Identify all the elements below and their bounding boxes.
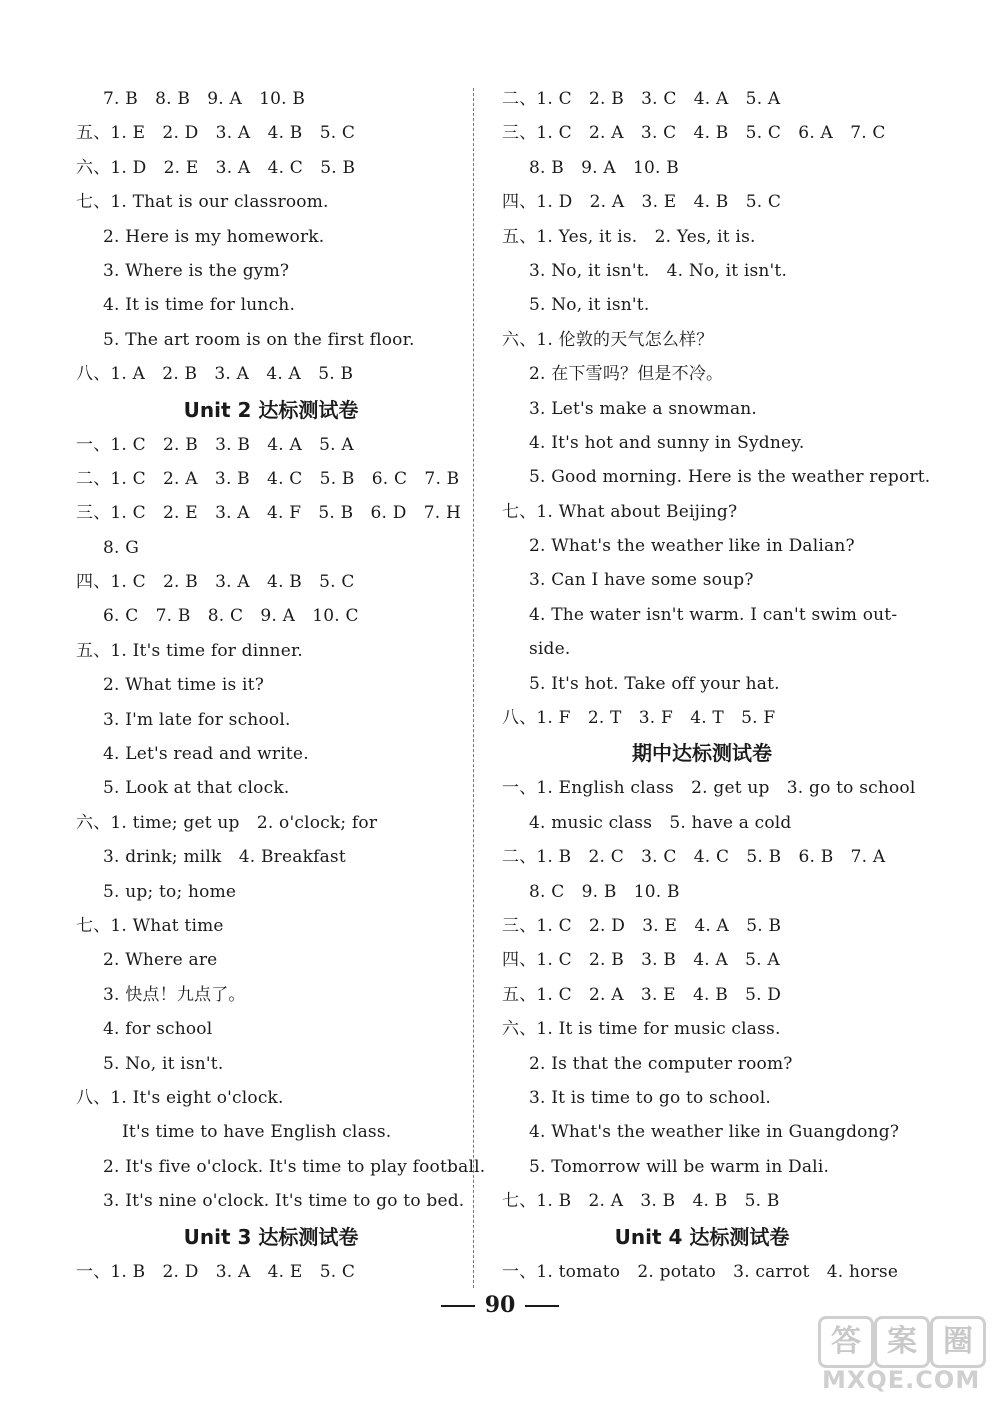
- answer-line: 3. Let's make a snowman.: [529, 398, 758, 419]
- answer-line: 2. It's five o'clock. It's time to play football.: [103, 1156, 486, 1177]
- watermark-char-1: 答: [818, 1316, 874, 1368]
- answer-line: 七、1. B 2. A 3. B 4. B 5. B: [502, 1191, 780, 1212]
- answer-line: 7. B 8. B 9. A 10. B: [103, 89, 306, 109]
- answer-line: 3. 快点！九点了。: [103, 984, 246, 1005]
- answer-line: 5. Look at that clock.: [103, 778, 290, 799]
- page-number-dash-left: [441, 1305, 475, 1307]
- answer-line: 5. The art room is on the first floor.: [103, 329, 415, 350]
- answer-line: 2. Is that the computer room?: [529, 1053, 793, 1074]
- answer-line: 4. It is time for lunch.: [103, 295, 296, 316]
- answer-line: 2. Here is my homework.: [103, 226, 325, 247]
- answer-line: 六、1. D 2. E 3. A 4. C 5. B: [76, 157, 356, 178]
- answer-line: 8. C 9. B 10. B: [529, 881, 680, 902]
- answer-line: 一、1. English class 2. get up 3. go to school: [502, 778, 916, 799]
- answer-line: 一、1. tomato 2. potato 3. carrot 4. horse: [502, 1261, 899, 1282]
- answer-line: 5. No, it isn't.: [529, 295, 650, 316]
- answer-line: 8. G: [103, 537, 140, 558]
- right-column: [502, 82, 931, 1289]
- answer-line: 5. up; to; home: [103, 881, 237, 902]
- answer-line: 4. music class 5. have a cold: [529, 812, 792, 833]
- answer-line: 三、1. C 2. E 3. A 4. F 5. B 6. D 7. H: [76, 503, 462, 524]
- answer-line: 2. What time is it?: [103, 675, 265, 696]
- section-heading: Unit 4 达标测试卷: [614, 1224, 790, 1249]
- watermark-char-2: 案: [874, 1316, 930, 1368]
- section-heading: Unit 3 达标测试卷: [183, 1224, 359, 1249]
- answer-line: 二、1. B 2. C 3. C 4. C 5. B 6. B 7. A: [502, 847, 886, 868]
- answer-line: 2. Where are: [103, 950, 218, 971]
- answer-line: 3. It's nine o'clock. It's time to go to bed.: [103, 1191, 465, 1212]
- answer-line: 3. I'm late for school.: [103, 709, 291, 730]
- answer-line: 六、1. time; get up 2. o'clock; for: [76, 812, 378, 833]
- answer-line: 8. B 9. A 10. B: [529, 157, 679, 178]
- left-column: [76, 82, 486, 1289]
- answer-line: 五、1. It's time for dinner.: [76, 640, 304, 661]
- watermark-logo: [818, 1316, 988, 1398]
- answer-line: 2. What's the weather like in Dalian?: [529, 536, 855, 557]
- answer-line: 5. Tomorrow will be warm in Dali.: [529, 1156, 830, 1177]
- answer-line: 六、1. 伦敦的天气怎么样？: [502, 329, 714, 350]
- answer-line: 3. Where is the gym?: [103, 260, 290, 281]
- answer-line: 2. 在下雪吗？但是不冷。: [529, 364, 724, 385]
- answer-line: 四、1. C 2. B 3. A 4. B 5. C: [76, 572, 355, 593]
- section-heading: 期中达标测试卷: [632, 741, 772, 766]
- answer-line: 3. It is time to go to school.: [529, 1087, 771, 1108]
- answer-line: 5. Good morning. Here is the weather report.: [529, 467, 931, 488]
- answer-line: 五、1. E 2. D 3. A 4. B 5. C: [76, 123, 356, 144]
- column-divider: [473, 88, 474, 1288]
- answer-line: 二、1. C 2. B 3. C 4. A 5. A: [502, 89, 781, 109]
- answer-line: 四、1. D 2. A 3. E 4. B 5. C: [502, 192, 782, 213]
- watermark-char-3: 圈: [930, 1316, 986, 1368]
- answer-line: 3. No, it isn't. 4. No, it isn't.: [529, 260, 788, 281]
- answer-line: 五、1. C 2. A 3. E 4. B 5. D: [502, 984, 782, 1005]
- answer-line: 5. No, it isn't.: [103, 1053, 224, 1074]
- answer-line: 五、1. Yes, it is. 2. Yes, it is.: [502, 226, 756, 247]
- answer-line: 6. C 7. B 8. C 9. A 10. C: [103, 606, 359, 627]
- answer-line: 4. for school: [103, 1019, 213, 1040]
- answer-line: 三、1. C 2. D 3. E 4. A 5. B: [502, 915, 782, 936]
- answer-line: 4. Let's read and write.: [103, 744, 309, 765]
- answer-line: 七、1. What time: [76, 915, 224, 936]
- answer-line: It's time to have English class.: [122, 1122, 392, 1143]
- answer-line: 八、1. A 2. B 3. A 4. A 5. B: [76, 364, 354, 385]
- watermark-site: MXQE.COM: [822, 1366, 981, 1394]
- answer-line: 八、1. F 2. T 3. F 4. T 5. F: [502, 708, 776, 729]
- answer-line: 4. It's hot and sunny in Sydney.: [529, 432, 805, 453]
- answer-line: 六、1. It is time for music class.: [502, 1019, 781, 1040]
- answer-line: 二、1. C 2. A 3. B 4. C 5. B 6. C 7. B: [76, 468, 460, 489]
- page-number-dash-right: [525, 1305, 559, 1307]
- answer-line: 3. Can I have some soup?: [529, 570, 754, 591]
- page-number: [0, 1292, 1000, 1318]
- section-heading: Unit 2 达标测试卷: [183, 397, 359, 422]
- answer-line: 一、1. C 2. B 3. B 4. A 5. A: [76, 434, 354, 455]
- answer-line: 八、1. It's eight o'clock.: [76, 1087, 284, 1108]
- answer-line: 七、1. That is our classroom.: [76, 192, 329, 213]
- answer-line: 4. What's the weather like in Guangdong?: [529, 1122, 900, 1143]
- answer-line: 一、1. B 2. D 3. A 4. E 5. C: [76, 1261, 356, 1282]
- answer-line: 5. It's hot. Take off your hat.: [529, 673, 780, 694]
- answer-line: 七、1. What about Beijing?: [502, 501, 738, 522]
- answer-line: 四、1. C 2. B 3. B 4. A 5. A: [502, 950, 780, 971]
- answer-line: 4. The water isn't warm. I can't swim out-: [529, 604, 898, 625]
- answer-line: 三、1. C 2. A 3. C 4. B 5. C 6. A 7. C: [502, 123, 886, 144]
- page-number-text: 90: [484, 1292, 516, 1318]
- answer-line: 3. drink; milk 4. Breakfast: [103, 847, 346, 868]
- answer-line: side.: [529, 639, 571, 660]
